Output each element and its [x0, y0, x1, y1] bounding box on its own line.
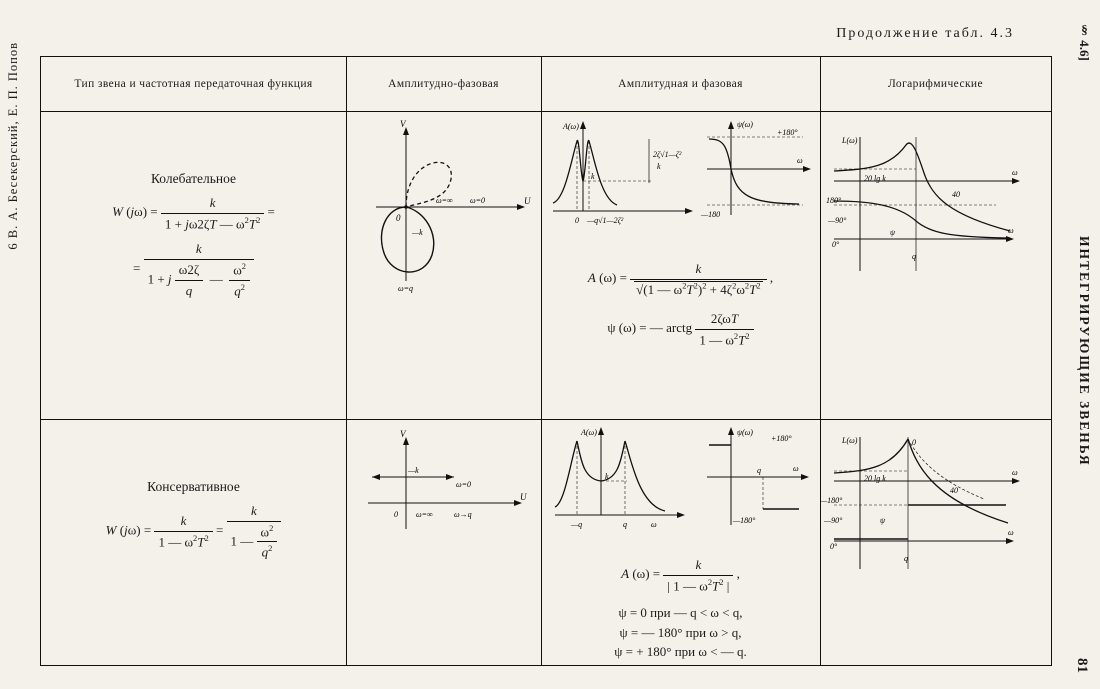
- svg-text:ω: ω: [651, 520, 657, 529]
- svg-text:V: V: [400, 429, 406, 439]
- col-header-nyquist: Амплитудно-фазовая: [388, 78, 499, 90]
- svg-text:L(ω): L(ω): [842, 136, 858, 145]
- section-marker: § 4.6]: [1077, 22, 1092, 61]
- svg-text:ω=q: ω=q: [398, 284, 414, 293]
- svg-text:ω: ω: [1008, 528, 1014, 537]
- row1-phase-formula: ψ (ω) = — arctg $\frac{\text{2ζωT}}{1 — \omega^2T^2}$: [541, 309, 820, 349]
- running-head-left: 6 В. А. Бесекерский, Е. П. Попов: [6, 42, 20, 250]
- svg-text:0°: 0°: [832, 240, 840, 249]
- svg-text:—q: —q: [571, 520, 583, 529]
- row2-afc-pfc-plot: [541, 419, 820, 539]
- row1-afc-pfc-plot: [541, 111, 820, 241]
- svg-text:40: 40: [952, 190, 960, 199]
- side-running-title: ИНТЕГРИРУЮЩИЕ ЗВЕНЬЯ: [1077, 236, 1092, 467]
- svg-text:+180°: +180°: [771, 434, 792, 443]
- comparison-table: [40, 56, 1052, 666]
- row1-amplitude-formula: A (ω) = $\frac{k}{√(1 — \omega^2T^2)^2 + 4\zeta^2\omega^2T^2}$ ,: [587, 261, 774, 297]
- svg-text:U: U: [520, 492, 527, 502]
- row1-afc-cell: [541, 111, 820, 419]
- row2-bode-plot: [820, 419, 1051, 579]
- svg-text:0: 0: [912, 438, 916, 447]
- svg-text:A(ω): A(ω): [581, 428, 597, 437]
- svg-text:0: 0: [396, 213, 401, 223]
- svg-text:—q√1—2ζ²: —q√1—2ζ²: [587, 216, 624, 225]
- svg-text:q: q: [623, 520, 627, 529]
- row2-log-cell: [820, 419, 1051, 665]
- svg-text:ω→q: ω→q: [454, 510, 472, 519]
- svg-text:0: 0: [575, 216, 579, 225]
- row1-type-cell: [41, 111, 346, 419]
- svg-text:ω: ω: [797, 156, 803, 165]
- svg-text:q: q: [757, 466, 761, 475]
- svg-text:—180: —180: [701, 210, 721, 219]
- row2-phase-condition-3: ψ = + 180° при ω < — q.: [614, 644, 747, 660]
- svg-text:ω=∞: ω=∞: [436, 196, 453, 205]
- svg-text:q: q: [904, 554, 908, 563]
- svg-text:—k: —k: [408, 466, 419, 475]
- svg-text:—180°: —180°: [820, 496, 843, 505]
- svg-text:L(ω): L(ω): [842, 436, 858, 445]
- svg-text:ψ(ω): ψ(ω): [737, 428, 753, 437]
- svg-text:ω: ω: [793, 464, 799, 473]
- col-header-afc-pfc: Амплитудная и фазовая: [618, 78, 743, 90]
- svg-text:q: q: [912, 252, 916, 261]
- svg-text:+180°: +180°: [777, 128, 798, 137]
- row1-transfer-function: W (jω) = $\frac{k}{1 + j\omega 2\zeta T — \omega^2T^2}$ = = k 1 + j $\frac{\omega 2\zeta}{q}$ — $\frac{\omega^2}{q^2}$: [112, 195, 275, 298]
- row2-phase-condition-1: ψ = 0 при — q < ω < q,: [618, 605, 743, 621]
- row2-amplitude-formula: A (ω) = $\frac{k}{| 1 — \omega^2T^2 |}$ ,: [621, 557, 740, 593]
- svg-text:0°: 0°: [830, 542, 838, 551]
- svg-text:20 lg k: 20 lg k: [864, 474, 886, 483]
- svg-text:—k: —k: [412, 228, 423, 237]
- svg-text:V: V: [400, 119, 406, 129]
- page-number: 81: [1074, 658, 1090, 673]
- row1-link-name: Колебательное: [150, 171, 237, 186]
- svg-text:k: k: [591, 172, 595, 181]
- svg-text:ω: ω: [1012, 168, 1018, 177]
- svg-text:ω=0: ω=0: [456, 480, 472, 489]
- row2-phase-condition-2: ψ = — 180° при ω > q,: [619, 624, 742, 640]
- svg-text:180°: 180°: [826, 196, 842, 205]
- svg-text:ω: ω: [1012, 468, 1018, 477]
- row1-log-cell: [820, 111, 1051, 419]
- svg-text:40: 40: [950, 486, 958, 495]
- row2-phase-conditions: [541, 603, 820, 662]
- svg-text:U: U: [524, 196, 531, 206]
- svg-text:—180°: —180°: [733, 516, 756, 525]
- svg-text:ψ: ψ: [880, 516, 885, 525]
- svg-text:k: k: [605, 472, 609, 481]
- running-head-right: Продолжение табл. 4.3: [836, 26, 1014, 41]
- svg-text:20 lg k: 20 lg k: [864, 174, 886, 183]
- svg-text:A(ω): A(ω): [563, 122, 579, 131]
- row2-afc-cell: [541, 419, 820, 665]
- svg-text:ψ: ψ: [890, 228, 895, 237]
- row2-nyquist-cell: [346, 419, 541, 665]
- svg-text:k: k: [657, 162, 661, 171]
- row2-type-cell: [41, 419, 346, 665]
- svg-text:ω=0: ω=0: [470, 196, 486, 205]
- row2-nyquist-plot: [346, 419, 541, 559]
- row2-link-name: Консервативное: [147, 479, 240, 494]
- svg-text:—90°: —90°: [828, 216, 847, 225]
- row1-bode-plot: [820, 111, 1051, 291]
- row1-nyquist-plot: [346, 111, 541, 311]
- svg-text:2ζ√1—ζ²: 2ζ√1—ζ²: [653, 150, 682, 159]
- row2-transfer-function: W (jω) = $\frac{k}{1 — \omega^2T^2}$ = k 1 — $\frac{\omega^2}{q^2}$: [55, 501, 332, 562]
- svg-text:ω: ω: [1008, 226, 1014, 235]
- col-header-log: Логарифмические: [888, 78, 983, 90]
- svg-text:ω=∞: ω=∞: [416, 510, 433, 519]
- col-header-type: Тип звена и частотная передаточная функция: [74, 78, 313, 90]
- svg-text:ψ(ω): ψ(ω): [737, 120, 753, 129]
- row1-nyquist-cell: [346, 111, 541, 419]
- svg-text:0: 0: [394, 510, 398, 519]
- svg-text:—90°: —90°: [824, 516, 843, 525]
